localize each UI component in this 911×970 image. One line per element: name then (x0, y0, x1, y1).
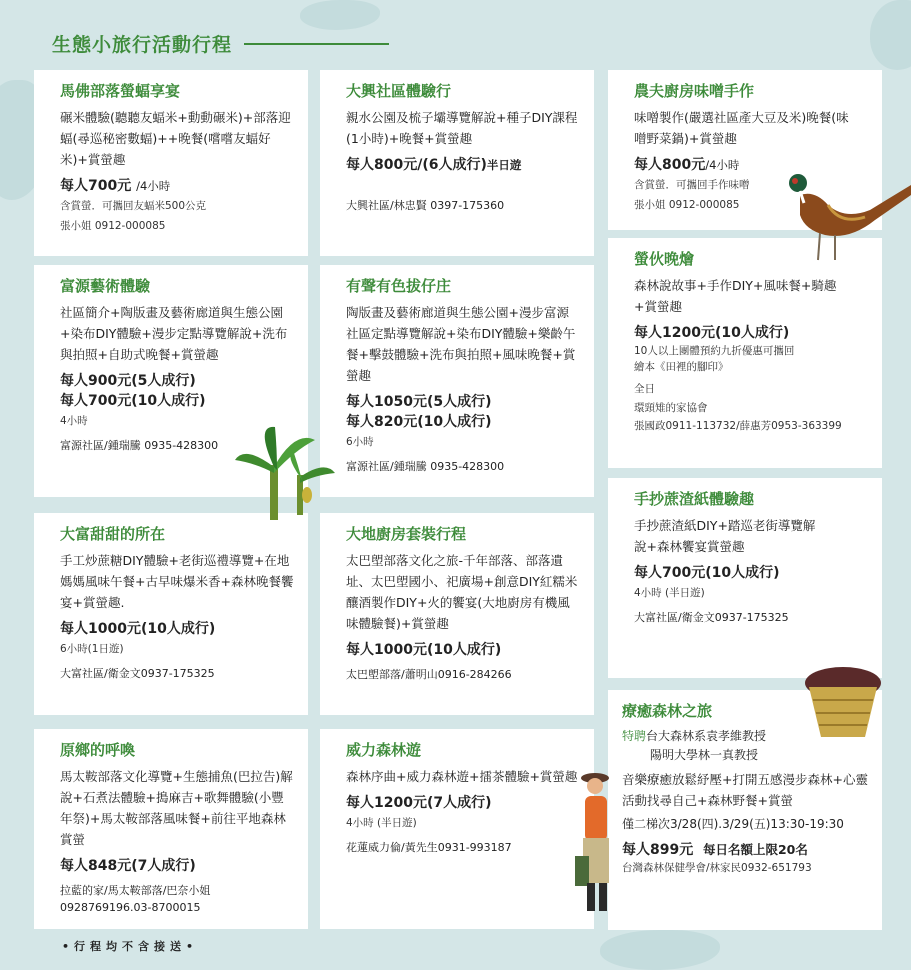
card-title: 原鄉的呼喚 (60, 741, 136, 759)
card-price: 每人900元(5人成行) (60, 373, 196, 389)
card-title: 馬佛部落螢蝠享宴 (60, 82, 181, 100)
card-contact: 大富社區/衛金文0937-175325 (634, 611, 789, 624)
card-title: 大興社區體驗行 (346, 82, 452, 100)
card-desc: 手工炒蔗糖DIY體驗+老街巡禮導覽+在地媽媽風味午餐+古早味爆米香+森林晚餐饗宴+賞螢趣. (60, 553, 294, 610)
card-desc: 森林說故事+手作DIY+風味餐+騎趣+賞螢趣 (634, 278, 837, 314)
card-price: 每人1000元(10人成行) (60, 621, 216, 637)
card-duration: 6小時(1日遊) (60, 643, 124, 655)
card-duration: 全日 (634, 383, 655, 395)
card-org: 環頸雉的家協會 (634, 402, 708, 414)
card-schedule: 僅二梯次3/28(四).3/29(五)13:30-19:30 (622, 817, 844, 831)
card-desc: 馬太鞍部落文化導覽+生態捕魚(巴拉告)解說+石煮法體驗+搗麻吉+歌舞體驗(小豐年祭)+馬太鞍部落風味餐+前往平地森林賞螢 (60, 769, 293, 847)
card-title: 螢伙晚燴 (634, 250, 695, 268)
card-title: 有聲有色拔仔庄 (346, 277, 452, 295)
card-contact: 富源社區/鍾瑞騰 0935-428300 (346, 460, 505, 473)
card-title: 大地廚房套裝行程 (346, 525, 467, 543)
bg-pattern (870, 0, 911, 70)
card-duration: 4小時 (60, 415, 88, 427)
card-earth-kitchen (320, 513, 594, 715)
card-note: 含賞螢．可攜回友蝠米500公克 (60, 200, 207, 212)
card-title: 手抄蔗渣紙體驗趣 (634, 490, 755, 508)
card-price: 每人1200元(10人成行) (634, 325, 790, 341)
card-desc: 碾米體驗(聽聽友蝠米+動動碾米)+部落迎蝠(尋巡秘密數蝠)++晚餐(嚐嚐友蝠好米)+賞螢趣 (60, 110, 291, 167)
card-mafo (34, 70, 308, 256)
card-contact: 富源社區/鍾瑞騰 0935-428300 (60, 439, 219, 452)
card-bagasse-paper (608, 478, 882, 678)
card-contact: 張小姐 0912-000085 (60, 220, 166, 232)
card-bazaizhuang (320, 265, 594, 497)
special-tag: 特聘 (622, 729, 647, 743)
card-price: 每人899元 每日名額上限20名 (622, 842, 808, 858)
card-price: 每人1200元(7人成行) (346, 795, 492, 811)
card-daxing (320, 70, 594, 256)
forest-guide-illustration (565, 768, 625, 918)
card-price: 每人1000元(10人成行) (346, 642, 502, 658)
card-title: 富源藝術體驗 (60, 277, 151, 295)
card-contact: 大富社區/衛金文0937-175325 (60, 667, 215, 680)
bg-pattern (300, 0, 380, 30)
card-contact: 花蓮威力倫/黃先生0931-993187 (346, 841, 512, 854)
card-title: 威力森林遊 (346, 741, 422, 759)
card-desc: 太巴塱部落文化之旅-千年部落、部落遺址、太巴塱國小、祀廣場+創意DIY紅糯米釀酒製作DIY+火的饗宴(大地廚房有機風味體驗餐)+賞螢趣 (346, 553, 578, 631)
card-desc: 音樂療癒放鬆紓壓+打開五感漫步森林+心靈活動找尋自己+森林野餐+賞螢 (622, 772, 868, 808)
card-note: 含賞螢．可攜回手作味噌 (634, 179, 750, 191)
card-phone: 0928769196.03-8700015 (60, 901, 201, 914)
card-desc: 森林序曲+威力森林遊+擂茶體驗+賞螢趣 (346, 769, 578, 784)
basket-illustration (803, 665, 883, 740)
card-duration: 4小時 (半日遊) (634, 587, 705, 599)
card-price: 每人800元/4小時 (634, 157, 740, 173)
card-desc: 陶版畫及藝術廊道與生態公園+漫步富源社區定點導覽解說+染布DIY體驗+樂齡午餐+擊鼓體驗+洗布與拍照+風味晚餐+賞螢趣 (346, 305, 576, 383)
card-duration: 4小時 (半日遊) (346, 817, 417, 829)
title-rule (244, 43, 389, 45)
pheasant-illustration (780, 165, 911, 265)
card-price: 每人1050元(5人成行) (346, 394, 492, 410)
card-contact: 台灣森林保健學會/林家民0932-651793 (622, 862, 812, 874)
card-special-guest-2: 陽明大學林一真教授 (650, 748, 759, 762)
card-dafu-sweet (34, 513, 308, 715)
card-contact: 張小姐 0912-000085 (634, 199, 740, 211)
card-title: 農夫廚房味噌手作 (634, 82, 755, 100)
card-note: 繪本《田裡的腳印》 (634, 361, 729, 373)
card-title: 療癒森林之旅 (622, 702, 713, 720)
card-desc: 社區簡介+陶版畫及藝術廊道與生態公園+染布DIY體驗+漫步定點導覽解說+洗布與拍照+自助式晚餐+賞螢趣 (60, 305, 288, 362)
card-desc: 味噌製作(嚴選社區產大豆及米)晚餐(味噌野菜鍋)+賞螢趣 (634, 110, 849, 146)
card-price-2: 每人820元(10人成行) (346, 414, 492, 430)
card-price: 每人800元/(6人成行)半日遊 (346, 157, 522, 173)
card-duration: 6小時 (346, 436, 374, 448)
card-price: 每人848元(7人成行) (60, 858, 196, 874)
card-contact: 拉藍的家/馬太鞍部落/巴奈小姐 (60, 884, 211, 897)
card-title: 大富甜甜的所在 (60, 525, 166, 543)
page-title: 生態小旅行活動行程 (52, 34, 233, 56)
card-contact: 張國政0911-113732/薛惠芳0953-363399 (634, 420, 842, 432)
card-homeland-call (34, 729, 308, 929)
card-weili-forest (320, 729, 594, 929)
card-note: 10人以上團體預約九折優惠可攜回 (634, 345, 795, 357)
card-desc: 手抄蔗渣紙DIY+踏巡老街導覽解說+森林饗宴賞螢趣 (634, 518, 816, 554)
card-price-2: 每人700元(10人成行) (60, 393, 206, 409)
card-firefly-dinner (608, 238, 882, 468)
card-contact: 大興社區/林忠賢 0397-175360 (346, 199, 505, 212)
card-contact: 太巴塱部落/蕭明山0916-284266 (346, 668, 512, 681)
page-header (52, 30, 389, 57)
footer-note: •行程均不含接送• (62, 940, 199, 953)
card-price: 每人700元(10人成行) (634, 565, 780, 581)
card-desc: 親水公園及梳子壩導覽解說+種子DIY課程(1小時)+晚餐+賞螢趣 (346, 110, 578, 146)
card-special-guests: 特聘台大森林系袁孝維教授 (622, 729, 767, 743)
card-price: 每人700元 /4小時 (60, 178, 171, 194)
bg-pattern (600, 930, 720, 970)
banana-tree-illustration (235, 425, 335, 520)
